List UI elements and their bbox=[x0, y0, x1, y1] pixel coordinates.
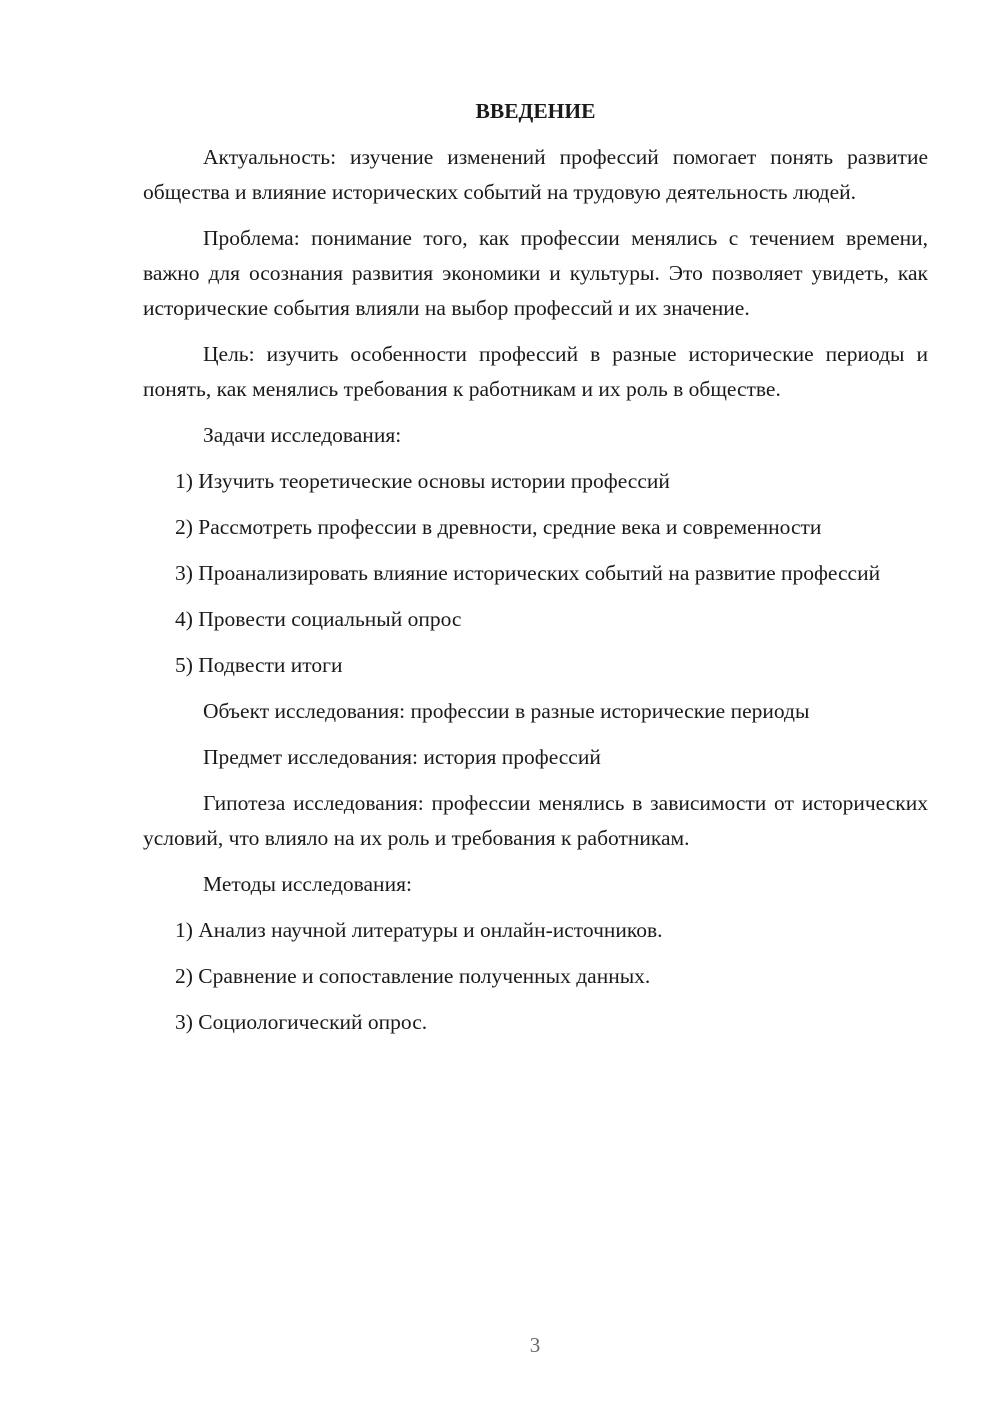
goal-paragraph: Цель: изучить особенности профессий в разные исторические периоды и понять, как менялись требования к работникам и их роль в обществе. bbox=[143, 342, 928, 401]
task-item: 2) Рассмотреть профессии в древности, средние века и современности bbox=[175, 515, 822, 539]
section-title: ВВЕДЕНИЕ bbox=[475, 99, 596, 123]
task-item: 4) Провести социальный опрос bbox=[175, 607, 462, 631]
task-item: 5) Подвести итоги bbox=[175, 653, 343, 677]
subject-line: Предмет исследования: история профессий bbox=[203, 745, 601, 769]
problem-paragraph: Проблема: понимание того, как профессии менялись с течением времени, важно для осознания развития экономики и культуры. Это позволяет увидеть, как исторические события влияли на выбор профессий и их значение. bbox=[143, 226, 928, 320]
method-item: 1) Анализ научной литературы и онлайн-источников. bbox=[175, 918, 663, 942]
method-item: 3) Социологический опрос. bbox=[175, 1010, 428, 1034]
object-line: Объект исследования: профессии в разные исторические периоды bbox=[203, 699, 810, 723]
task-item: 3) Проанализировать влияние исторических событий на развитие профессий bbox=[175, 561, 881, 585]
hypothesis-paragraph: Гипотеза исследования: профессии менялись в зависимости от исторических условий, что влияло на их роль и требования к работникам. bbox=[143, 791, 928, 850]
task-item: 1) Изучить теоретические основы истории профессий bbox=[175, 469, 670, 493]
methods-heading: Методы исследования: bbox=[203, 872, 412, 896]
method-item: 2) Сравнение и сопоставление полученных данных. bbox=[175, 964, 651, 988]
tasks-heading: Задачи исследования: bbox=[203, 423, 402, 447]
document-page bbox=[143, 92, 928, 1051]
relevance-paragraph: Актуальность: изучение изменений профессий помогает понять развитие общества и влияние исторических событий на трудовую деятельность людей. bbox=[143, 145, 928, 204]
page-number: 3 bbox=[529, 1333, 541, 1357]
